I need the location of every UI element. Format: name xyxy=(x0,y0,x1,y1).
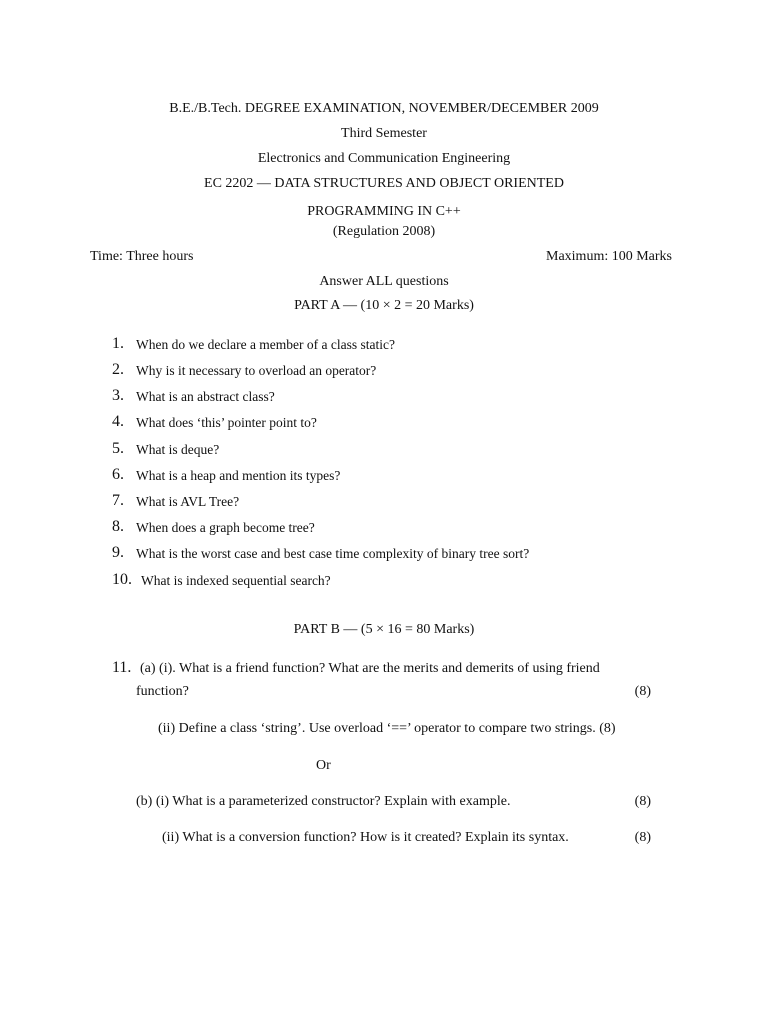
part-b-title: PART B — (5 × 16 = 80 Marks) xyxy=(293,622,475,637)
department: Electronics and Communication Engineering xyxy=(257,151,511,166)
question-11a-i-line1: (a) (i). What is a friend function? What are the merits and demerits of using friend xyxy=(140,661,600,676)
question-text: What is the worst case and best case time complexity of binary tree sort? xyxy=(136,546,530,561)
marks-label: (8) xyxy=(634,794,651,809)
exam-title: B.E./B.Tech. DEGREE EXAMINATION, NOVEMBER/DECEMBER 2009 xyxy=(169,101,599,116)
question-text: What is a heap and mention its types? xyxy=(136,468,341,483)
maximum-marks: Maximum: 100 Marks xyxy=(546,249,672,264)
part-a-title: PART A — (10 × 2 = 20 Marks) xyxy=(294,298,474,313)
question-number: 5. xyxy=(112,440,124,457)
question-number: 8. xyxy=(112,518,124,535)
course-title-line2: PROGRAMMING IN C++ xyxy=(307,204,461,219)
question-text: What is indexed sequential search? xyxy=(141,573,331,588)
question-11a-i-line2: function? xyxy=(136,684,189,699)
question-text: When does a graph become tree? xyxy=(136,520,315,535)
question-number: 2. xyxy=(112,361,124,378)
question-number: 6. xyxy=(112,466,124,483)
marks-label: (8) xyxy=(634,684,651,699)
question-number: 10. xyxy=(112,571,132,588)
or-separator: Or xyxy=(316,758,331,773)
question-text: What is AVL Tree? xyxy=(136,494,240,509)
question-number: 1. xyxy=(112,335,124,352)
instruction: Answer ALL questions xyxy=(319,274,449,289)
question-number: 4. xyxy=(112,413,124,430)
regulation: (Regulation 2008) xyxy=(332,224,436,239)
question-text: When do we declare a member of a class static? xyxy=(136,337,395,352)
semester: Third Semester xyxy=(341,126,427,141)
question-number: 3. xyxy=(112,387,124,404)
question-number: 11. xyxy=(112,659,132,676)
course-title-line1: EC 2202 — DATA STRUCTURES AND OBJECT ORIENTED xyxy=(204,176,564,191)
question-11b-ii: (ii) What is a conversion function? How is it created? Explain its syntax. xyxy=(162,830,569,845)
question-number: 7. xyxy=(112,492,124,509)
question-text: What is an abstract class? xyxy=(136,389,275,404)
marks-label: (8) xyxy=(634,830,651,845)
question-text: What is deque? xyxy=(136,442,220,457)
exam-duration: Time: Three hours xyxy=(90,249,194,264)
question-number: 9. xyxy=(112,544,124,561)
question-11b-i: (b) (i) What is a parameterized constructor? Explain with example. xyxy=(136,794,511,809)
question-text: Why is it necessary to overload an operator? xyxy=(136,363,377,378)
question-text: What does ‘this’ pointer point to? xyxy=(136,415,317,430)
question-11a-ii: (ii) Define a class ‘string’. Use overload ‘==’ operator to compare two strings. (8) xyxy=(158,721,616,736)
